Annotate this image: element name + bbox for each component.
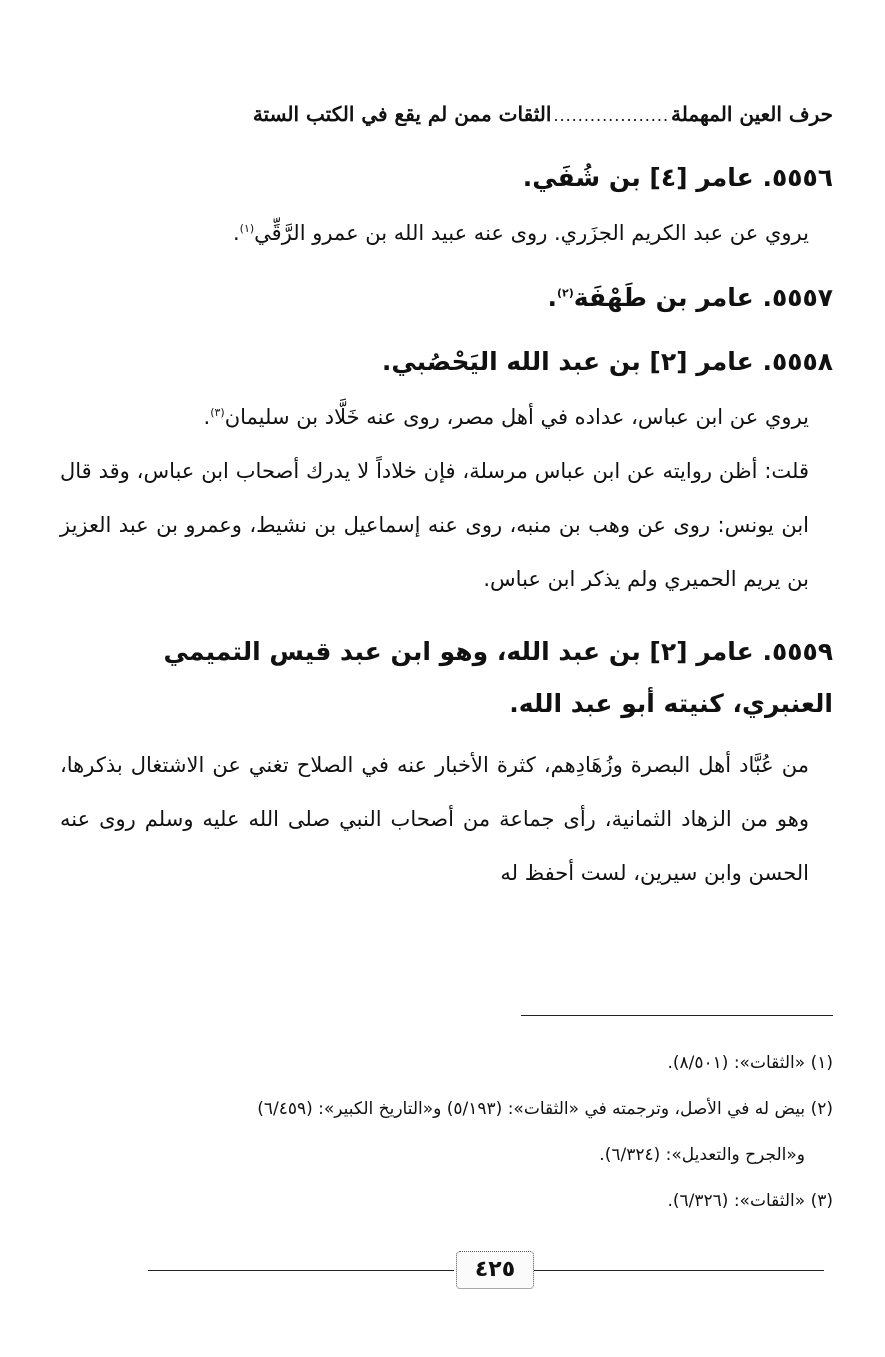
header-chapter-title: حرف العين المهملة xyxy=(671,102,833,126)
footnote-mark: (٣) xyxy=(810,1191,833,1211)
footnote-text: «الثقات»: (٦/٣٢٦). xyxy=(667,1191,806,1211)
entry-heading: ٥٥٥٩. عامر [٢] بن عبد الله، وهو ابن عبد قيس التميمي العنبري، كنيته أبو عبد الله. xyxy=(163,637,833,718)
header-book-title: الثقات ممن لم يقع في الكتب الستة xyxy=(252,102,552,126)
entry-title: عامر [٢] بن عبد الله اليَحْصُبي. xyxy=(381,347,754,376)
entry-number: ٥٥٥٩ xyxy=(771,637,833,666)
entry-paragraph: يروي عن عبد الكريم الجزَري. روى عنه عبيد الله بن عمرو الرَّقِّي$^{(١)}$. xyxy=(232,221,809,245)
entry-paragraph: قلت: أظن روايته عن ابن عباس مرسلة، فإن خلاداً لا يدرك أصحاب ابن عباس، وقد قال ابن يونس: روى عن وهب بن منبه، روى عنه إسماعيل بن نشيط، وعمرو بن عبد العزيز بن يريم الحميري ولم يذكر ابن عباس. xyxy=(60,459,809,591)
entry-5559 xyxy=(60,626,833,900)
footnote-ref[interactable]: (٢) xyxy=(556,286,574,300)
footnote-ref[interactable]: (١) xyxy=(239,222,255,235)
footnote-ref[interactable]: (٣) xyxy=(210,406,225,419)
header-dots: ................... xyxy=(553,106,670,125)
entry-5558 xyxy=(60,334,833,606)
footnote-text: «الثقات»: (٨/٥٠١). xyxy=(667,1053,806,1073)
footer-rule-right xyxy=(534,1270,824,1271)
running-header xyxy=(60,102,833,126)
footnote-1 xyxy=(40,1040,833,1086)
entry-number: ٥٥٥٨ xyxy=(771,347,833,376)
footnotes xyxy=(40,1040,833,1224)
footnote-3 xyxy=(40,1178,833,1224)
footnote-text: بيض له في الأصل، وترجمته في «الثقات»: (٥/١٩٣) و«التاريخ الكبير»: (٦/٤٥٩) xyxy=(257,1099,806,1119)
footnote-separator xyxy=(521,1015,833,1016)
footer-rule-left xyxy=(148,1270,454,1271)
entry-title: عامر بن طَهْفَة xyxy=(573,283,754,312)
footnote-2-continuation: و«الجرح والتعديل»: (٦/٣٢٤). xyxy=(599,1145,805,1165)
footnote-2 xyxy=(40,1086,833,1132)
page-number: ٤٢٥ xyxy=(456,1251,534,1289)
entry-heading: ٥٥٥٦. عامر [٤] بن شُفَي. xyxy=(522,163,833,192)
entry-paragraph: يروي عن ابن عباس، عداده في أهل مصر، روى عنه خَلَّاد بن سليمان$^{(٣)}$. xyxy=(203,405,809,429)
entry-5557 xyxy=(60,270,833,326)
entry-5556 xyxy=(60,150,833,260)
entry-title: عامر [٤] بن شُفَي. xyxy=(522,163,754,192)
entry-heading: ٥٥٥٧. عامر بن طَهْفَة$^{(٢)}$. xyxy=(547,283,833,312)
footnote-mark: (١) xyxy=(810,1053,833,1073)
entry-number: ٥٥٥٧ xyxy=(771,283,833,312)
entry-heading: ٥٥٥٨. عامر [٢] بن عبد الله اليَحْصُبي. xyxy=(381,347,833,376)
entry-title: عامر [٢] بن عبد الله، وهو ابن عبد قيس التميمي العنبري، كنيته أبو عبد الله. xyxy=(163,637,833,718)
entry-paragraph: من عُبَّاد أهل البصرة وزُهَادِهم، كثرة الأخبار عنه في الصلاح تغني عن الاشتغال بذكرها، وهو من الزهاد الثمانية، رأى جماعة من أصحاب النبي صلى الله عليه وسلم روى عنه الحسن وابن سيرين، لست أحفظ له xyxy=(60,753,809,885)
entry-number: ٥٥٥٦ xyxy=(771,163,833,192)
footnote-mark: (٢) xyxy=(810,1099,833,1119)
